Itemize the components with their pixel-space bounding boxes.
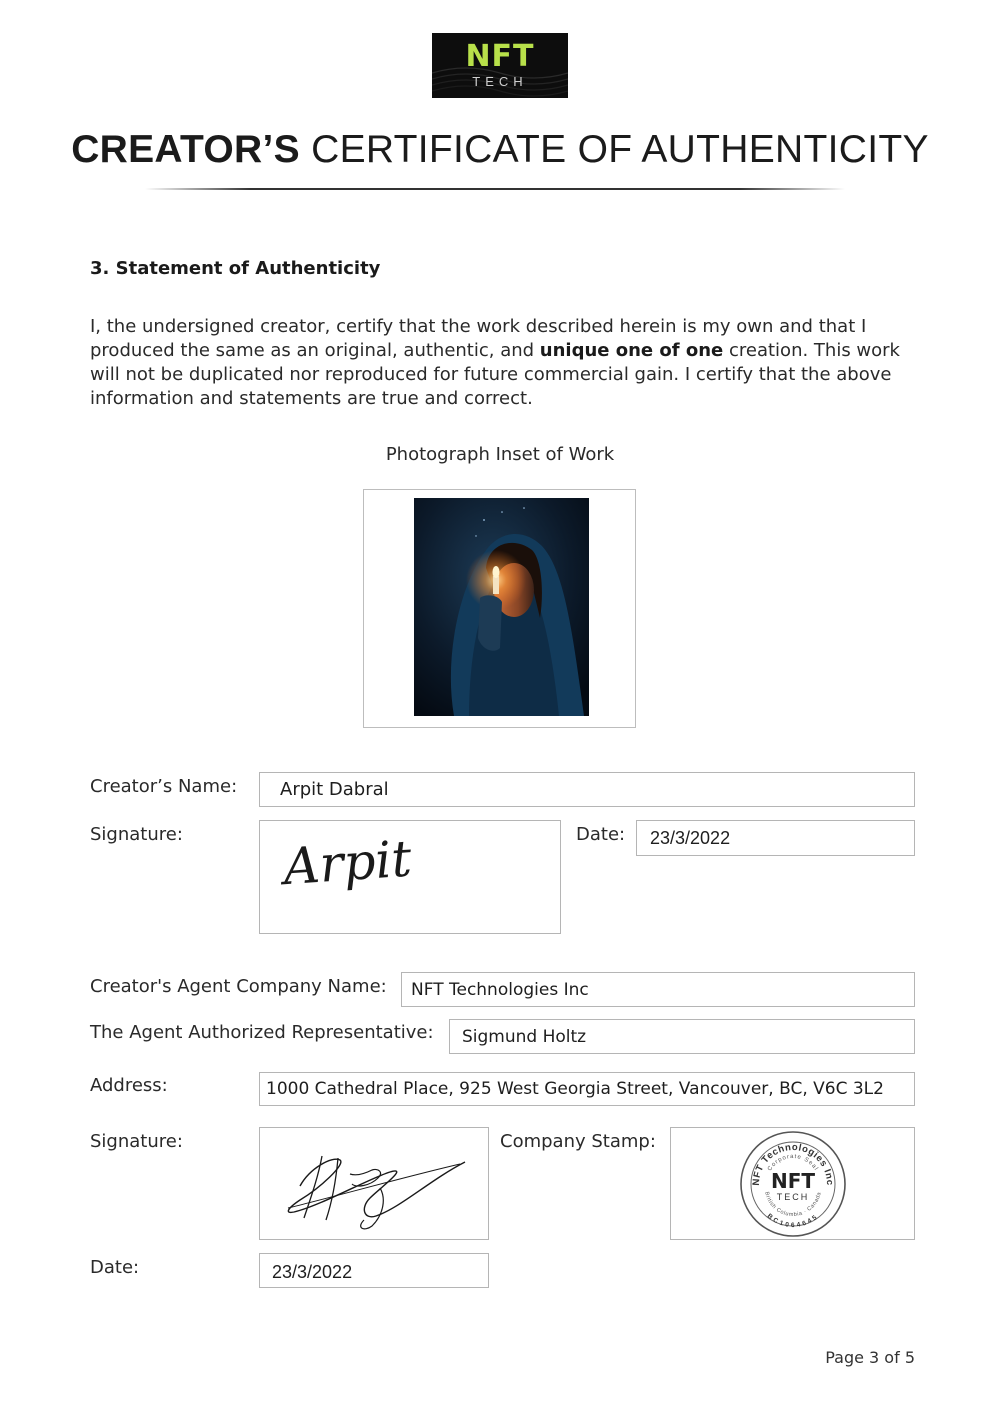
creator-date-field xyxy=(636,820,915,856)
creator-name-value: Arpit Dabral xyxy=(280,779,389,800)
inset-caption: Photograph Inset of Work xyxy=(385,444,615,465)
logo-tech-text: TECH xyxy=(472,74,528,89)
page-number: Page 3 of 5 xyxy=(825,1348,915,1367)
agent-company-value: NFT Technologies Inc xyxy=(411,980,589,1000)
agent-signature-box xyxy=(259,1127,489,1240)
seal-number: BC1064645 xyxy=(765,1212,821,1230)
seal-top-text: NFT Technologies Inc xyxy=(750,1141,836,1186)
creator-signature-label: Signature: xyxy=(90,824,183,845)
statement-paragraph xyxy=(90,315,910,411)
seal-center-tech: TECH xyxy=(776,1192,810,1202)
agent-date-value: 23/3/2022 xyxy=(272,1262,353,1282)
agent-rep-value: Sigmund Holtz xyxy=(462,1027,587,1047)
creator-signature-box xyxy=(259,820,561,934)
nft-tech-logo xyxy=(432,33,568,98)
creator-name-label: Creator’s Name: xyxy=(90,776,238,797)
agent-rep-label: The Agent Authorized Representative: xyxy=(90,1022,434,1043)
seal-bottom-text: British Columbia · Canada xyxy=(763,1191,823,1219)
address-value: 1000 Cathedral Place, 925 West Georgia Street, Vancouver, BC, V6C 3L2 xyxy=(266,1079,884,1099)
address-label: Address: xyxy=(90,1075,168,1096)
creator-date-label: Date: xyxy=(576,824,626,845)
statement-part1: I, the undersigned creator, certify that the work described herein is my own and that I produced the same as an original, authentic, and xyxy=(90,316,867,361)
agent-date-field xyxy=(259,1253,489,1288)
agent-date-label: Date: xyxy=(90,1257,140,1278)
title-bold: CREATOR’S xyxy=(71,128,300,171)
creator-signature-image xyxy=(260,821,560,933)
creator-date-value: 23/3/2022 xyxy=(650,828,731,848)
logo-nft-text: NFT xyxy=(465,39,535,74)
agent-company-field xyxy=(401,972,915,1007)
seal-center-nft: NFT xyxy=(770,1169,816,1193)
creator-signature-text: Arpit xyxy=(281,829,414,897)
seal-inner-text: Corporate Seal xyxy=(767,1153,820,1173)
company-stamp-label: Company Stamp: xyxy=(500,1131,656,1152)
photo-frame xyxy=(363,489,636,728)
company-stamp-box xyxy=(670,1127,915,1240)
section-heading: 3. Statement of Authenticity xyxy=(90,258,381,279)
artwork-photo xyxy=(414,498,589,716)
page-title xyxy=(0,128,1000,172)
agent-company-label: Creator's Agent Company Name: xyxy=(90,976,387,997)
agent-signature-image xyxy=(260,1128,488,1239)
creator-name-field xyxy=(259,772,915,807)
agent-rep-field xyxy=(449,1019,915,1054)
statement-bold: unique one of one xyxy=(539,340,724,361)
company-seal-image xyxy=(671,1128,914,1239)
agent-signature-label: Signature: xyxy=(90,1131,183,1152)
title-rest: CERTIFICATE OF AUTHENTICITY xyxy=(299,128,929,171)
address-field xyxy=(259,1072,915,1106)
statement-part2: creation. This work will not be duplicated nor reproduced for future commercial gain. I certify that the above information and statements are true and correct. xyxy=(90,340,900,409)
title-divider xyxy=(145,188,845,190)
